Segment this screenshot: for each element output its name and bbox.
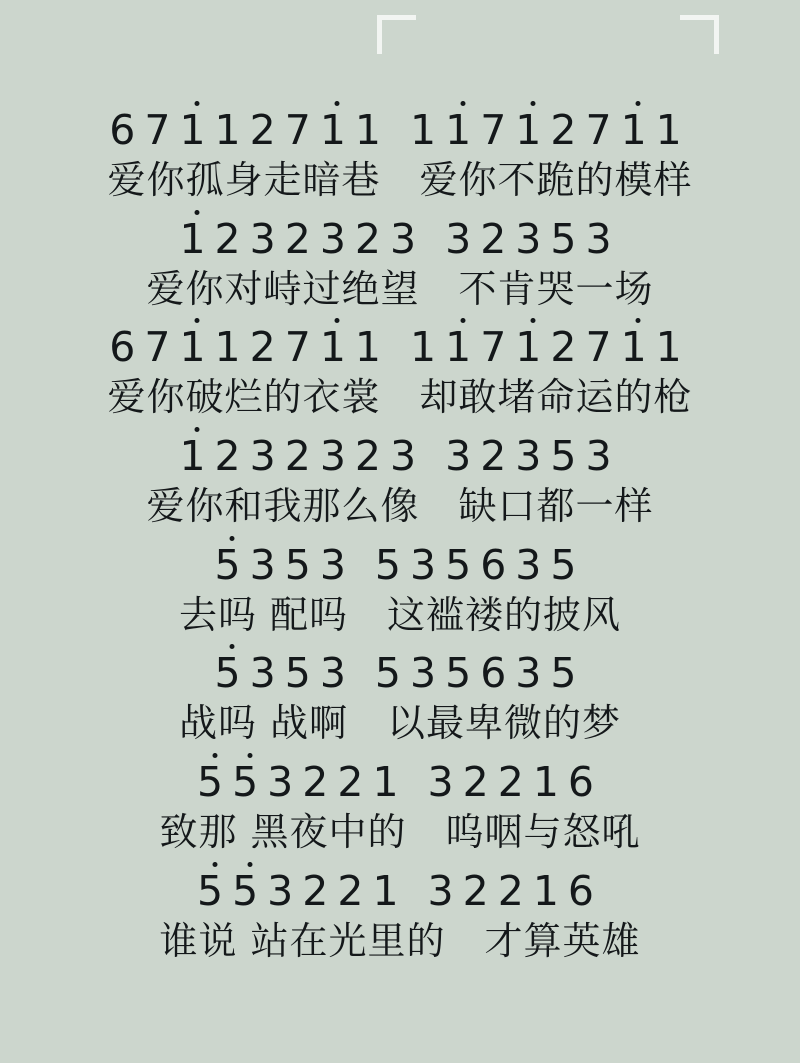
note-digit: 6 <box>109 106 145 154</box>
note-digit: 7 <box>284 106 320 154</box>
note-digit: 3 <box>410 540 446 589</box>
note-digit: 7 <box>144 323 180 372</box>
notation-row <box>0 104 800 155</box>
lyric-row: 爱你对峙过绝望 不肯哭一场 <box>146 266 654 311</box>
notation-row <box>0 321 800 372</box>
lyric-row: 谁说 站在光里的 才算英雄 <box>159 918 641 963</box>
notation-row <box>0 647 800 698</box>
note-digit: 2 <box>284 432 320 481</box>
note-digit: 2 <box>214 432 250 481</box>
note-digit: 3 <box>249 649 285 698</box>
note-digit: 1 <box>179 106 215 154</box>
note-digit: 2 <box>249 106 285 154</box>
note-digit: 3 <box>249 214 285 263</box>
note-digit: 5 <box>550 649 586 698</box>
note-digit: 2 <box>480 214 516 263</box>
note-digit: 3 <box>445 214 481 263</box>
note-digit: 1 <box>354 106 390 154</box>
note-digit: 7 <box>284 323 320 372</box>
note-digit: 3 <box>267 866 303 915</box>
note-digit: 3 <box>267 758 303 807</box>
note-digit: 2 <box>354 214 390 263</box>
note-digit: 1 <box>532 758 568 807</box>
note-digit: 5 <box>232 866 268 915</box>
note-digit: 1 <box>319 323 355 372</box>
scan-corner-top-right-icon <box>680 15 719 54</box>
note-digit: 1 <box>319 106 355 154</box>
note-digit: 1 <box>445 323 481 372</box>
notation-row <box>0 865 800 916</box>
note-digit: 5 <box>550 540 586 589</box>
note-digit: 2 <box>480 432 516 481</box>
note-digit: 1 <box>179 323 215 372</box>
note-digit: 1 <box>445 106 481 154</box>
note-digit: 6 <box>480 649 516 698</box>
lyric-row: 战吗 战啊 以最卑微的梦 <box>178 701 622 746</box>
note-digit: 2 <box>302 866 338 915</box>
note-digit: 6 <box>109 323 145 372</box>
note-digit: 1 <box>214 323 250 372</box>
note-digit: 5 <box>196 866 233 915</box>
note-digit: 1 <box>372 866 408 915</box>
note-digit: 3 <box>319 540 355 589</box>
note-digit: 5 <box>284 540 320 589</box>
note-digit: 2 <box>462 866 498 915</box>
note-digit: 2 <box>249 323 285 372</box>
note-digit: 1 <box>620 323 656 372</box>
note-digit: 3 <box>390 214 426 263</box>
lyric-row: 爱你和我那么像 缺口都一样 <box>146 484 654 529</box>
note-digit: 3 <box>319 649 355 698</box>
note-digit: 7 <box>480 323 516 372</box>
note-digit: 5 <box>214 649 250 698</box>
note-digit: 1 <box>515 323 551 372</box>
note-digit: 3 <box>515 214 551 263</box>
note-digit: 2 <box>284 214 320 263</box>
note-digit: 1 <box>179 214 215 263</box>
note-digit: 5 <box>214 540 250 589</box>
note-digit: 2 <box>497 866 533 915</box>
note-digit: 3 <box>249 540 285 589</box>
note-digit: 3 <box>319 214 355 263</box>
note-digit: 1 <box>532 866 568 915</box>
note-digit: 6 <box>567 866 604 915</box>
note-digit: 3 <box>515 649 551 698</box>
note-digit: 1 <box>354 323 390 372</box>
note-digit: 3 <box>249 432 285 481</box>
note-digit: 7 <box>585 106 621 154</box>
note-digit: 3 <box>319 432 355 481</box>
note-digit: 3 <box>410 649 446 698</box>
note-digit: 2 <box>337 758 373 807</box>
lyric-row: 致那 黑夜中的 呜咽与怒吼 <box>159 810 641 855</box>
note-digit: 3 <box>445 432 481 481</box>
note-digit: 5 <box>445 649 481 698</box>
note-digit: 5 <box>550 214 586 263</box>
notation-row <box>0 430 800 481</box>
note-digit: 3 <box>427 758 463 807</box>
note-digit: 2 <box>550 106 586 154</box>
note-digit: 1 <box>655 323 691 372</box>
note-digit: 3 <box>390 432 426 481</box>
note-digit: 1 <box>515 106 551 154</box>
scan-corner-top-left-icon <box>377 15 416 54</box>
note-digit: 5 <box>232 758 268 807</box>
note-digit: 2 <box>354 432 390 481</box>
note-digit: 3 <box>585 432 621 481</box>
lyric-row: 爱你孤身走暗巷 爱你不跪的模样 <box>107 158 693 202</box>
note-digit: 2 <box>550 323 586 372</box>
note-digit: 5 <box>196 758 233 807</box>
note-digit: 2 <box>497 758 533 807</box>
note-digit: 7 <box>480 106 516 154</box>
lyric-row: 去吗 配吗 这褴褛的披风 <box>178 592 622 637</box>
note-digit: 5 <box>284 649 320 698</box>
note-digit: 7 <box>144 106 180 154</box>
note-digit: 1 <box>179 432 215 481</box>
note-digit: 3 <box>515 540 551 589</box>
note-digit: 2 <box>214 214 250 263</box>
note-digit: 5 <box>445 540 481 589</box>
notation-row <box>0 539 800 590</box>
note-digit: 3 <box>427 866 463 915</box>
notation-row <box>0 756 800 807</box>
note-digit: 1 <box>410 323 446 372</box>
notation-row <box>0 213 800 264</box>
note-digit: 5 <box>374 540 410 589</box>
note-digit: 5 <box>374 649 410 698</box>
note-digit: 1 <box>410 106 446 154</box>
lyric-row: 爱你破烂的衣裳 却敢堵命运的枪 <box>107 375 693 420</box>
note-digit: 5 <box>550 432 586 481</box>
note-digit: 1 <box>620 106 656 154</box>
note-digit: 2 <box>337 866 373 915</box>
note-digit: 2 <box>462 758 498 807</box>
note-digit: 3 <box>585 214 621 263</box>
note-digit: 1 <box>214 106 250 154</box>
note-digit: 6 <box>567 758 604 807</box>
note-digit: 7 <box>585 323 621 372</box>
note-digit: 2 <box>302 758 338 807</box>
note-digit: 3 <box>515 432 551 481</box>
note-digit: 6 <box>480 540 516 589</box>
note-digit: 1 <box>655 106 691 154</box>
note-digit: 1 <box>372 758 408 807</box>
